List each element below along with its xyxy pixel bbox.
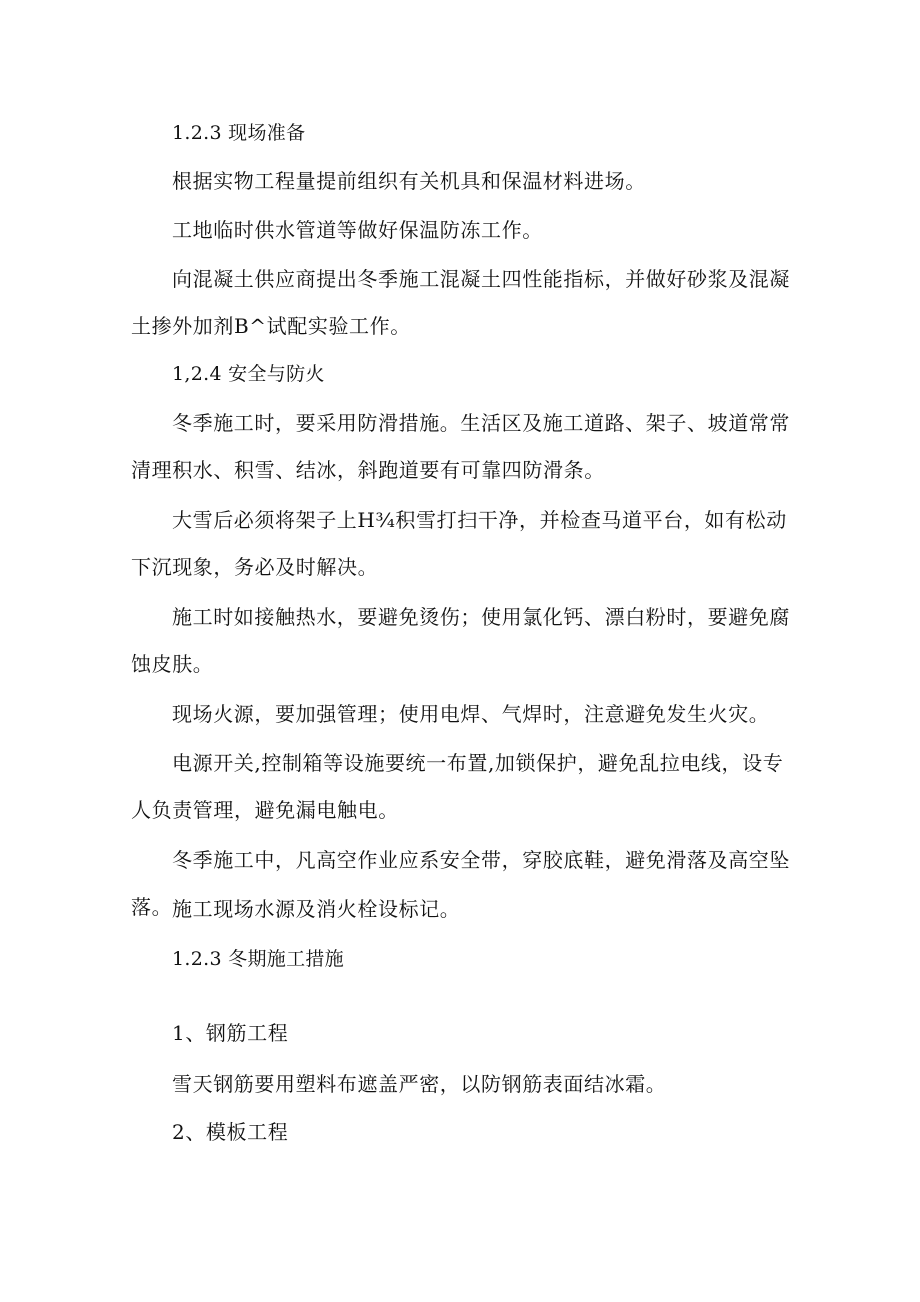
paragraph: 工地临时供水管道等做好保温防冻工作。 [172, 218, 543, 242]
paragraph: 冬季施工时，要采用防滑措施。生活区及施工道路、架子、坡道常常清理积水、积雪、结冰，斜跑道要有可靠四防滑条。 [131, 411, 790, 482]
subsection-heading-rebar: 1、钢筋工程 [172, 1021, 289, 1045]
paragraph: 大雪后必须将架子上H¾积雪打扫干净，并检查马道平台，如有松动下沉现象，务必及时解决。 [131, 508, 787, 579]
paragraph: 向混凝土供应商提出冬季施工混凝土四性能指标，并做好砂浆及混凝土掺外加剂B^试配实验工作。 [131, 267, 790, 338]
section-heading-winter-measures: 1.2.3 冬期施工措施 [172, 948, 344, 970]
paragraph: 电源开关,控制箱等设施要统一布置,加锁保护，避免乱拉电线，设专人负责管理，避免漏电触电。 [131, 751, 784, 822]
paragraph: 施工时如接触热水，要避免烫伤；使用氯化钙、漂白粉时，要避免腐蚀皮肤。 [131, 605, 790, 676]
section-heading-safety-fire: 1,2.4 安全与防火 [172, 363, 325, 385]
paragraph: 雪天钢筋要用塑料布遮盖严密，以防钢筋表面结冰霜。 [172, 1072, 667, 1096]
section-heading-site-preparation: 1.2.3 现场准备 [172, 122, 306, 144]
subsection-heading-formwork: 2、模板工程 [172, 1120, 289, 1144]
paragraph: 施工现场水源及消火栓设标记。 [172, 897, 461, 921]
paragraph: 现场火源，要加强管理；使用电焊、气焊时，注意避免发生火灾。 [172, 702, 770, 726]
paragraph: 根据实物工程量提前组织有关机具和保温材料进场。 [172, 169, 646, 193]
paragraph: 冬季施工中，凡高空作业应系安全带，穿胶底鞋，避免滑落及高空坠落。 [131, 848, 790, 919]
